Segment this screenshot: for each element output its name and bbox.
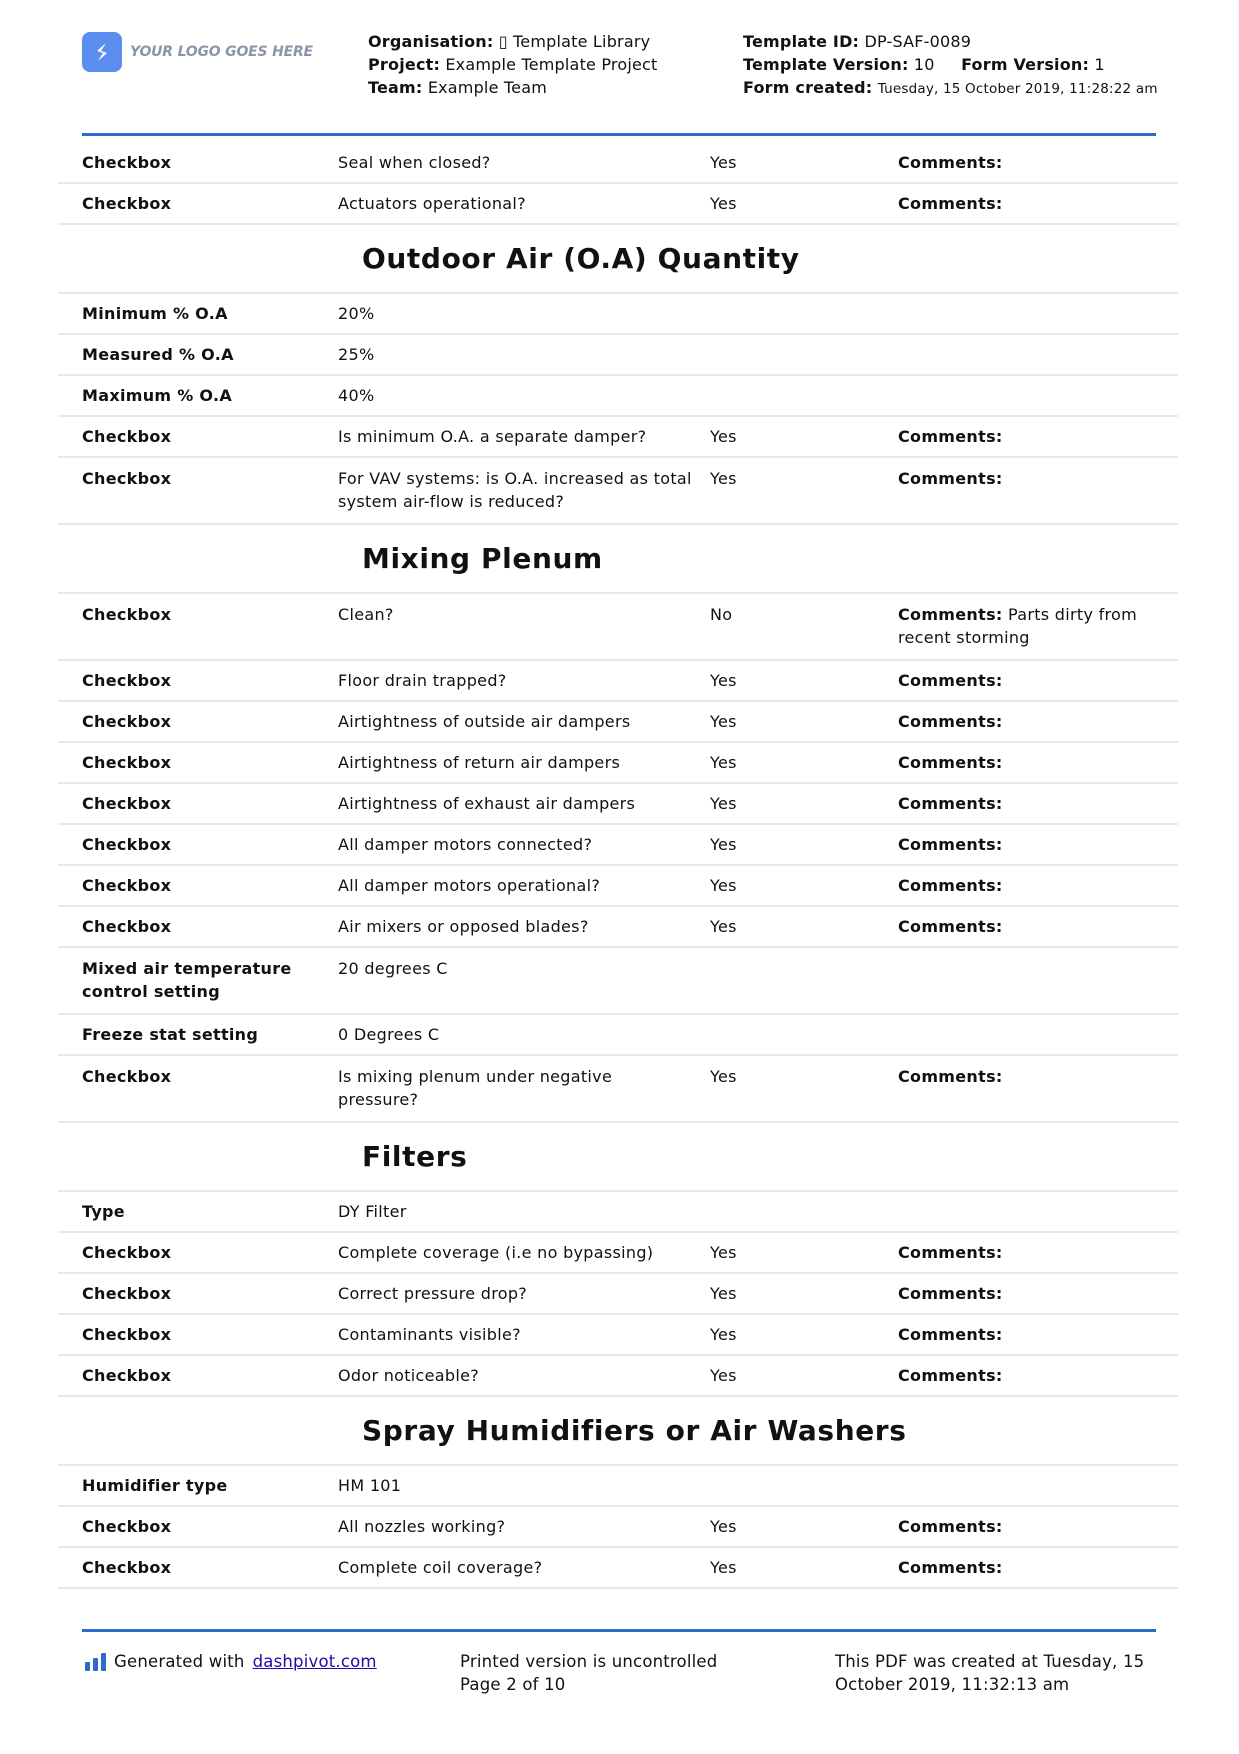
template-id-label: Template ID:	[743, 32, 860, 51]
row-label: Checkbox	[82, 1067, 172, 1086]
section-title: Outdoor Air (O.A) Quantity	[58, 225, 1178, 294]
form-row	[58, 143, 1178, 184]
generated-text: Generated with	[114, 1652, 245, 1671]
comments-label: Comments:	[898, 876, 1003, 895]
header-template-info	[743, 30, 1163, 101]
logo-icon	[82, 32, 122, 72]
comments-label: Comments:	[898, 194, 1003, 213]
row-question: Contaminants visible?	[338, 1325, 521, 1344]
row-question: DY Filter	[338, 1202, 407, 1221]
row-label: Freeze stat setting	[82, 1025, 259, 1044]
row-question: Actuators operational?	[338, 194, 526, 213]
comments-label: Comments:	[898, 753, 1003, 772]
form-row	[58, 948, 1178, 1015]
row-label: Maximum % O.A	[82, 386, 233, 405]
row-answer: Yes	[710, 794, 737, 813]
form-version-label: Form Version:	[961, 55, 1090, 74]
row-comments	[898, 915, 1178, 938]
form-row	[58, 1274, 1178, 1315]
comments-label: Comments:	[898, 153, 1003, 172]
row-label: Minimum % O.A	[82, 304, 228, 323]
row-answer: Yes	[710, 1366, 737, 1385]
row-question: Seal when closed?	[338, 153, 491, 172]
form-row	[58, 1548, 1178, 1589]
row-question: Is mixing plenum under negative pressure?	[338, 1067, 613, 1109]
row-question: HM 101	[338, 1476, 402, 1495]
form-row	[58, 594, 1178, 661]
row-question: 20%	[338, 304, 375, 323]
row-label: Measured % O.A	[82, 345, 234, 364]
row-question: Clean?	[338, 605, 394, 624]
form-row	[58, 866, 1178, 907]
section-title: Spray Humidifiers or Air Washers	[58, 1397, 1178, 1466]
organisation-value: ▯ Template Library	[498, 32, 651, 51]
row-comments	[898, 792, 1178, 815]
row-question: All damper motors operational?	[338, 876, 601, 895]
row-answer: Yes	[710, 1558, 737, 1577]
form-content	[58, 143, 1178, 1589]
form-row	[58, 907, 1178, 948]
form-row	[58, 417, 1178, 458]
comments-label: Comments:	[898, 1558, 1003, 1577]
organisation-label: Organisation:	[368, 32, 494, 51]
row-label: Checkbox	[82, 712, 172, 731]
page-header	[0, 0, 1239, 140]
form-row	[58, 1192, 1178, 1233]
row-label: Checkbox	[82, 605, 172, 624]
logo	[82, 32, 313, 72]
row-label: Checkbox	[82, 1284, 172, 1303]
comments-value: Parts dirty from recent storming	[898, 605, 1138, 647]
header-divider	[82, 133, 1156, 136]
page-number: Page 2 of 10	[460, 1675, 566, 1694]
comments-label: Comments:	[898, 835, 1003, 854]
row-answer: Yes	[710, 671, 737, 690]
team-label: Team:	[368, 78, 423, 97]
comments-label: Comments:	[898, 794, 1003, 813]
form-row	[58, 376, 1178, 417]
row-label: Checkbox	[82, 427, 172, 446]
row-answer: Yes	[710, 712, 737, 731]
row-question: For VAV systems: is O.A. increased as total system air-flow is reduced?	[338, 469, 692, 511]
row-label: Checkbox	[82, 194, 172, 213]
row-comments	[898, 192, 1178, 215]
row-answer: Yes	[710, 917, 737, 936]
logo-text: YOUR LOGO GOES HERE	[130, 44, 313, 60]
footer-divider	[82, 1629, 1156, 1632]
row-label: Checkbox	[82, 153, 172, 172]
form-row	[58, 335, 1178, 376]
form-row	[58, 1466, 1178, 1507]
row-label: Checkbox	[82, 469, 172, 488]
footer-generated	[85, 1650, 377, 1673]
row-answer: Yes	[710, 753, 737, 772]
row-question: Airtightness of return air dampers	[338, 753, 621, 772]
comments-label: Comments:	[898, 712, 1003, 731]
row-comments	[898, 874, 1178, 897]
form-row	[58, 1507, 1178, 1548]
row-label: Checkbox	[82, 1325, 172, 1344]
row-answer: Yes	[710, 427, 737, 446]
project-label: Project:	[368, 55, 441, 74]
row-comments	[898, 425, 1178, 448]
row-comments	[898, 1065, 1178, 1088]
form-row	[58, 702, 1178, 743]
form-row	[58, 1233, 1178, 1274]
row-comments	[898, 1282, 1178, 1305]
row-question: 40%	[338, 386, 375, 405]
row-label: Checkbox	[82, 917, 172, 936]
row-answer: Yes	[710, 1284, 737, 1303]
form-version-value: 1	[1094, 55, 1105, 74]
dashpivot-link[interactable]: dashpivot.com	[252, 1652, 377, 1671]
row-comments	[898, 1556, 1178, 1579]
row-question: Correct pressure drop?	[338, 1284, 528, 1303]
form-row	[58, 1315, 1178, 1356]
row-answer: Yes	[710, 469, 737, 488]
form-created-value: Tuesday, 15 October 2019, 11:28:22 am	[877, 81, 1158, 97]
row-label: Type	[82, 1202, 125, 1221]
row-question: Odor noticeable?	[338, 1366, 480, 1385]
footer-created: This PDF was created at Tuesday, 15 October 2019, 11:32:13 am	[835, 1652, 1145, 1694]
row-comments	[898, 1241, 1178, 1264]
row-comments	[898, 603, 1178, 649]
section-title: Mixing Plenum	[58, 525, 1178, 594]
form-row	[58, 825, 1178, 866]
form-row	[58, 1356, 1178, 1397]
row-question: Is minimum O.A. a separate damper?	[338, 427, 647, 446]
form-row	[58, 1015, 1178, 1056]
row-answer: Yes	[710, 835, 737, 854]
row-question: Floor drain trapped?	[338, 671, 507, 690]
row-answer: Yes	[710, 194, 737, 213]
row-label: Checkbox	[82, 876, 172, 895]
form-row	[58, 458, 1178, 525]
form-row	[58, 661, 1178, 702]
row-label: Checkbox	[82, 1517, 172, 1536]
comments-label: Comments:	[898, 427, 1003, 446]
row-answer: Yes	[710, 876, 737, 895]
form-created-label: Form created:	[743, 78, 873, 97]
project-value: Example Template Project	[445, 55, 658, 74]
row-comments	[898, 751, 1178, 774]
row-comments	[898, 467, 1178, 490]
row-label: Mixed air temperature control setting	[82, 959, 292, 1001]
form-row	[58, 784, 1178, 825]
form-row	[58, 294, 1178, 335]
row-question: Complete coverage (i.e no bypassing)	[338, 1243, 654, 1262]
dashpivot-icon	[85, 1653, 106, 1671]
row-comments	[898, 1323, 1178, 1346]
row-answer: Yes	[710, 153, 737, 172]
row-label: Humidifier type	[82, 1476, 228, 1495]
row-question: Complete coil coverage?	[338, 1558, 543, 1577]
form-row	[58, 743, 1178, 784]
row-answer: Yes	[710, 1325, 737, 1344]
comments-label: Comments:	[898, 917, 1003, 936]
row-comments	[898, 151, 1178, 174]
row-question: Air mixers or opposed blades?	[338, 917, 589, 936]
header-organisation-info	[368, 30, 708, 99]
comments-label: Comments:	[898, 605, 1003, 624]
row-question: All damper motors connected?	[338, 835, 593, 854]
row-question: 20 degrees C	[338, 959, 448, 978]
form-row	[58, 1056, 1178, 1123]
team-value: Example Team	[427, 78, 548, 97]
row-label: Checkbox	[82, 1366, 172, 1385]
row-question: Airtightness of outside air dampers	[338, 712, 631, 731]
comments-label: Comments:	[898, 1243, 1003, 1262]
row-comments	[898, 1364, 1178, 1387]
row-comments	[898, 833, 1178, 856]
row-label: Checkbox	[82, 671, 172, 690]
template-version-label: Template Version:	[743, 55, 909, 74]
row-question: 0 Degrees C	[338, 1025, 440, 1044]
row-label: Checkbox	[82, 753, 172, 772]
footer-printed	[460, 1650, 760, 1696]
comments-label: Comments:	[898, 1325, 1003, 1344]
template-version-value: 10	[913, 55, 935, 74]
row-question: All nozzles working?	[338, 1517, 506, 1536]
section-title: Filters	[58, 1123, 1178, 1192]
row-label: Checkbox	[82, 1243, 172, 1262]
row-question: 25%	[338, 345, 375, 364]
comments-label: Comments:	[898, 1067, 1003, 1086]
comments-label: Comments:	[898, 1284, 1003, 1303]
printed-notice: Printed version is uncontrolled	[460, 1652, 718, 1671]
row-comments	[898, 669, 1178, 692]
row-label: Checkbox	[82, 1558, 172, 1577]
row-label: Checkbox	[82, 794, 172, 813]
row-comments	[898, 710, 1178, 733]
comments-label: Comments:	[898, 1517, 1003, 1536]
template-id-value: DP-SAF-0089	[864, 32, 972, 51]
comments-label: Comments:	[898, 469, 1003, 488]
row-question: Airtightness of exhaust air dampers	[338, 794, 636, 813]
row-comments	[898, 1515, 1178, 1538]
row-answer: Yes	[710, 1243, 737, 1262]
row-answer: Yes	[710, 1517, 737, 1536]
form-row	[58, 184, 1178, 225]
row-label: Checkbox	[82, 835, 172, 854]
row-answer: Yes	[710, 1067, 737, 1086]
comments-label: Comments:	[898, 671, 1003, 690]
row-answer: No	[710, 605, 733, 624]
comments-label: Comments:	[898, 1366, 1003, 1385]
